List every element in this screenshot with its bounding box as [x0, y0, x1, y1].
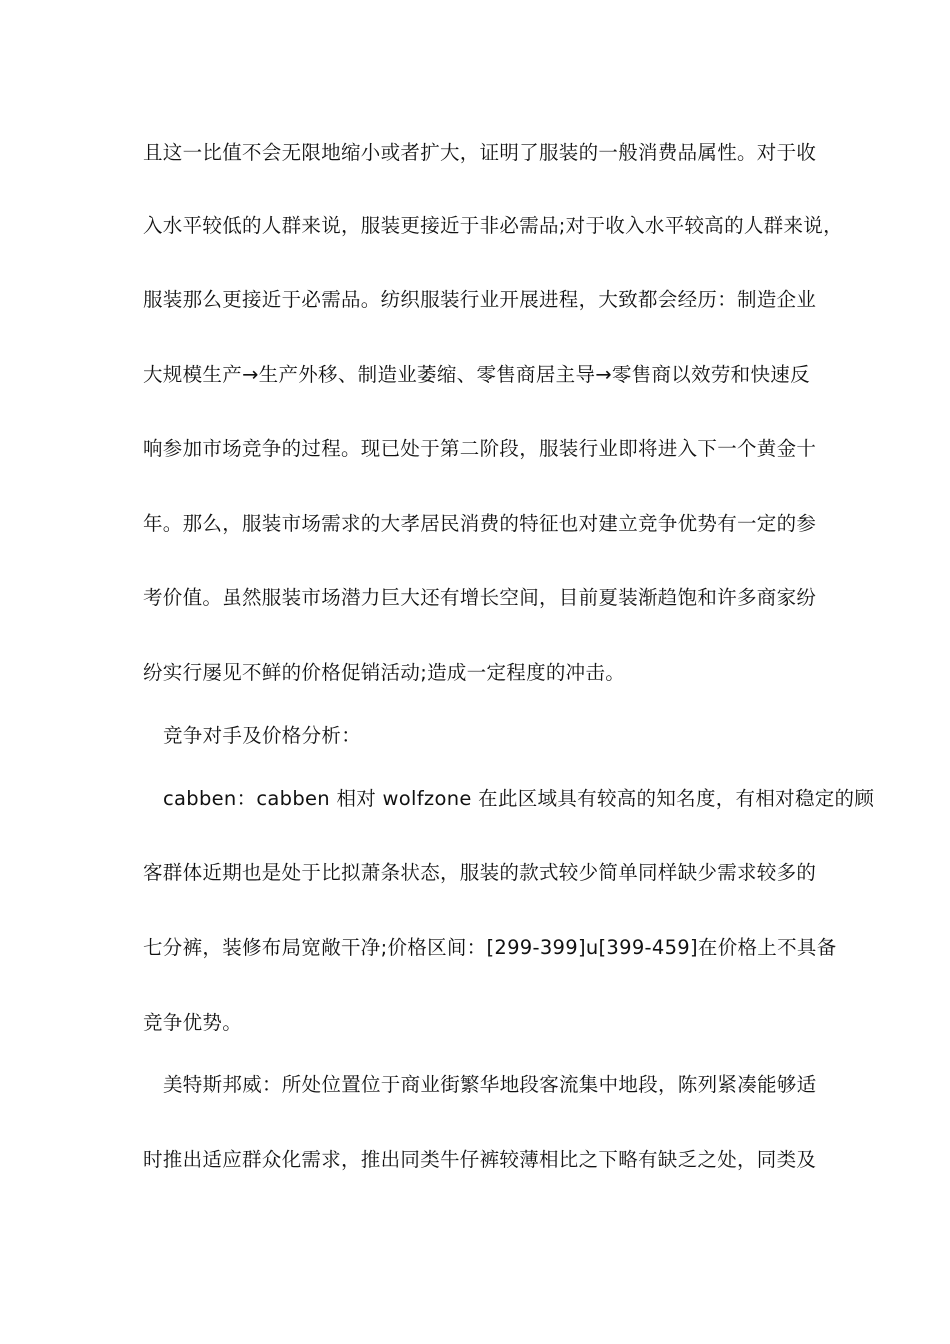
text-line: 响参加市场竞争的过程。现已处于第二阶段，服装行业即将进入下一个黄金十 [143, 437, 817, 460]
text-line: 七分裤，装修布局宽敞干净;价格区间：[299-399]u[399-459]在价格上不具备 [143, 936, 837, 959]
section-heading: 竞争对手及价格分析： [163, 724, 362, 747]
text-line: 考价值。虽然服装市场潜力巨大还有增长空间，目前夏装渐趋饱和许多商家纷 [143, 586, 817, 609]
text-line: 年。那么，服装市场需求的大孝居民消费的特征也对建立竞争优势有一定的参 [143, 512, 817, 535]
text-line: 服装那么更接近于必需品。纺织服装行业开展进程，大致都会经历：制造企业 [143, 288, 817, 311]
text-line: 大规模生产→生产外移、制造业萎缩、零售商居主导→零售商以效劳和快速反 [143, 363, 810, 386]
text-line: 美特斯邦威：所处位置位于商业街繁华地段客流集中地段，陈列紧凑能够适 [163, 1073, 817, 1096]
text-line: 时推出适应群众化需求，推出同类牛仔裤较薄相比之下略有缺乏之处，同类及 [143, 1148, 817, 1171]
text-line: 竞争优势。 [143, 1011, 243, 1034]
text-line: cabben：cabben 相对 wolfzone 在此区域具有较高的知名度，有相对稳定的顾 [163, 787, 875, 810]
text-line: 纷实行屡见不鲜的价格促销活动;造成一定程度的冲击。 [143, 661, 626, 684]
text-line: 客群体近期也是处于比拟萧条状态，服装的款式较少简单同样缺少需求较多的 [143, 861, 817, 884]
text-line: 入水平较低的人群来说，服装更接近于非必需品;对于收入水平较高的人群来说， [143, 214, 843, 237]
text-line: 且这一比值不会无限地缩小或者扩大，证明了服装的一般消费品属性。对于收 [143, 141, 817, 164]
